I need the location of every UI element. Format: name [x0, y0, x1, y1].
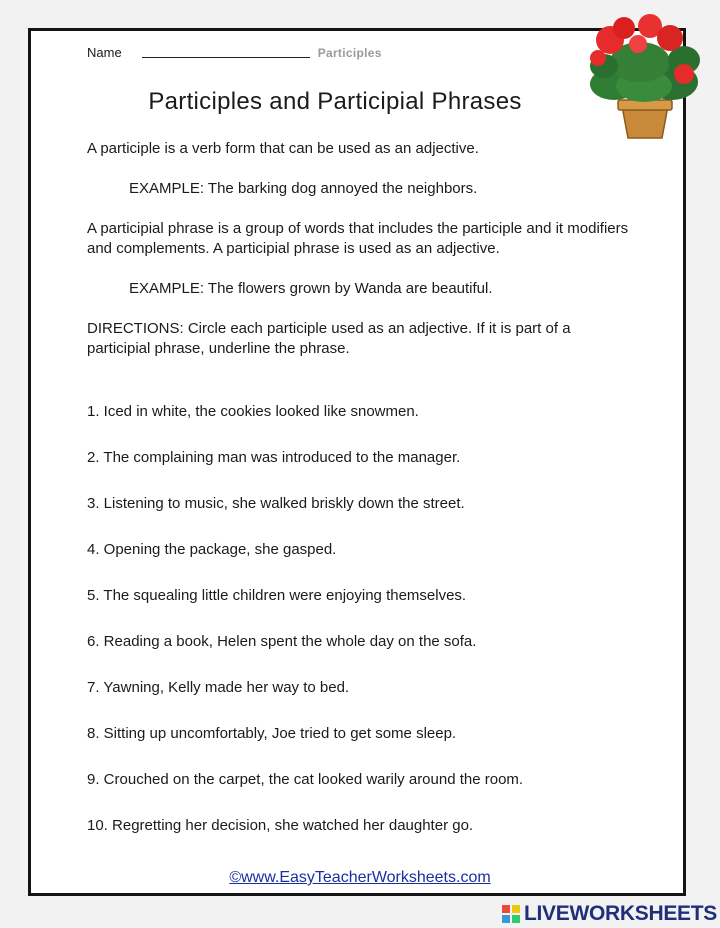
footer-link[interactable]: ©www.EasyTeacherWorksheets.com [229, 869, 491, 886]
example-two: EXAMPLE: The flowers grown by Wanda are beautiful. [129, 280, 493, 297]
liveworksheets-logo-icon [502, 905, 520, 923]
exercise-item: 8. Sitting up uncomfortably, Joe tried to get some sleep. [87, 725, 457, 742]
intro-paragraph: A participle is a verb form that can be used as an adjective. [87, 140, 479, 157]
worksheet-title: Participles and Participial Phrases [148, 88, 522, 115]
exercise-item: 2. The complaining man was introduced to the manager. [87, 449, 461, 466]
exercise-item: 5. The squealing little children were enjoying themselves. [87, 587, 467, 604]
name-blank-line [142, 57, 310, 58]
exercise-item: 4. Opening the package, she gasped. [87, 541, 337, 558]
exercise-item: 6. Reading a book, Helen spent the whole day on the sofa. [87, 633, 477, 650]
liveworksheets-brand [502, 902, 717, 926]
name-row [87, 45, 382, 60]
exercise-item: 1. Iced in white, the cookies looked like snowmen. [87, 403, 419, 420]
potted-geranium-icon [584, 14, 706, 142]
exercise-list [87, 402, 647, 862]
instructions-block [87, 139, 637, 359]
phrase-definition: A participial phrase is a group of words that includes the participle and it modifiers and complements. A participial phrase is used as an adjective. [87, 220, 629, 257]
brand-text: LIVEWORKSHEETS [524, 902, 717, 925]
exercise-item: 7. Yawning, Kelly made her way to bed. [87, 679, 350, 696]
exercise-item: 10. Regretting her decision, she watched her daughter go. [87, 817, 474, 834]
directions-paragraph: DIRECTIONS: Circle each participle used as an adjective. If it is part of a participial phrase, underline the phrase. [87, 320, 571, 357]
exercise-item: 9. Crouched on the carpet, the cat looked warily around the room. [87, 771, 524, 788]
topic-label: Participles [317, 46, 382, 60]
exercise-item: 3. Listening to music, she walked briskly down the street. [87, 495, 465, 512]
example-one: EXAMPLE: The barking dog annoyed the neighbors. [129, 180, 478, 197]
worksheet-page [28, 28, 686, 896]
name-label: Name [87, 45, 122, 60]
